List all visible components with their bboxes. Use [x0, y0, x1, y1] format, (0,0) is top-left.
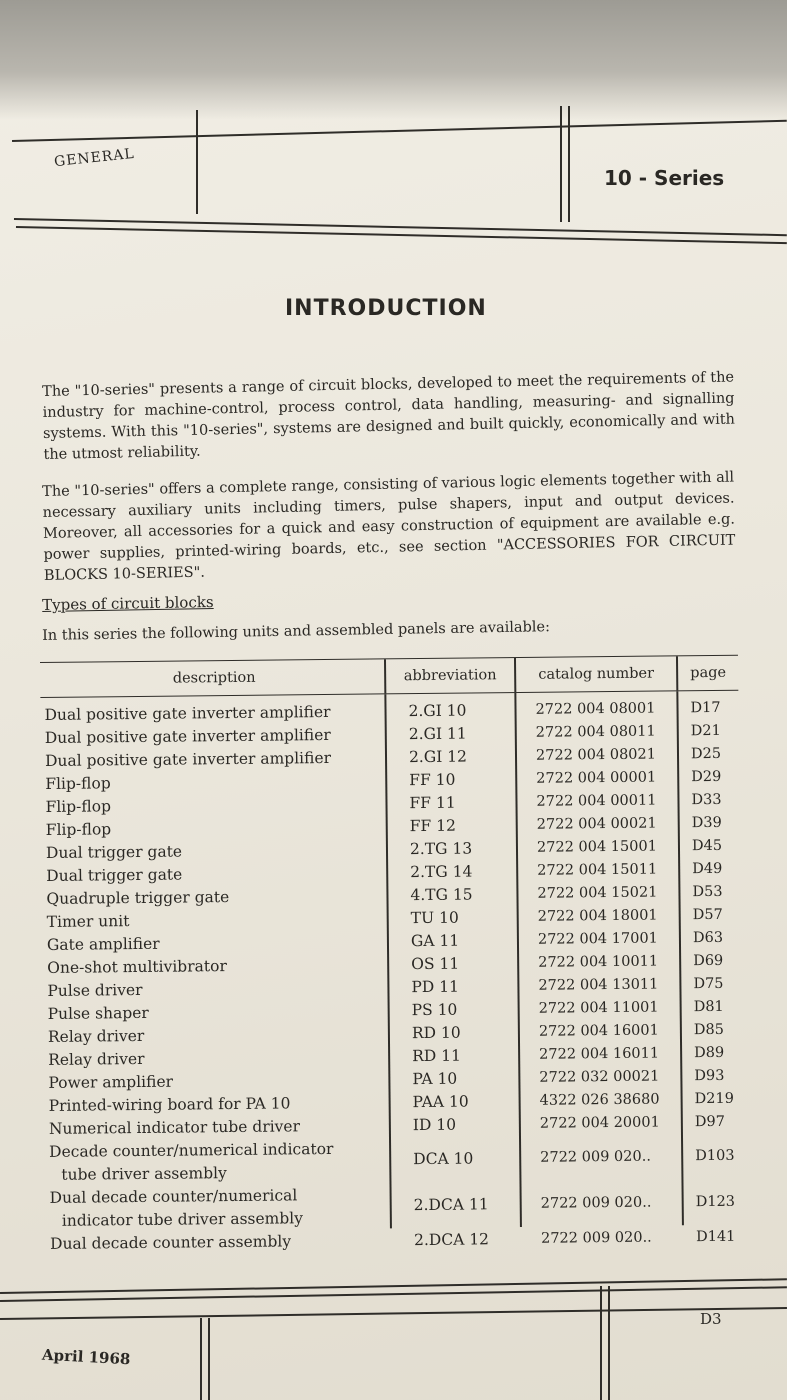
cell-abbreviation: RD 10	[411, 1023, 461, 1043]
header-col-line-1	[384, 659, 386, 693]
table-row	[45, 1180, 743, 1233]
description-text: Decade counter/numerical indicator	[49, 1139, 334, 1161]
intro-paragraph-1: The "10-series" presents a range of circuit blocks, developed to meet the requirements of the industry for machine-control, process control, data handling, measuring- and signalling systems. With this "10-series", systems are designed and built quickly, economically and with the utmost reliability.	[42, 369, 736, 463]
cell-page: D17	[690, 699, 721, 717]
cell-page: D53	[692, 883, 723, 901]
header-description: description	[172, 669, 256, 687]
section-label: GENERAL	[53, 145, 136, 171]
description-text-continued: tube driver assembly	[61, 1164, 227, 1184]
description-text: One-shot multivibrator	[47, 957, 227, 977]
cell-page: D69	[693, 952, 724, 970]
cell-catalog-number: 2722 004 08001	[535, 700, 656, 718]
description-text: Quadruple trigger gate	[46, 888, 230, 908]
cell-page: D21	[690, 722, 721, 740]
cell-page: D219	[694, 1090, 735, 1108]
header-col-line-3	[676, 656, 678, 690]
description-text: Pulse driver	[47, 980, 143, 1000]
header-abbreviation: abbreviation	[403, 667, 497, 685]
cell-abbreviation: OS 11	[411, 954, 460, 974]
description-text: Dual positive gate inverter amplifier	[44, 702, 331, 724]
footer-top-rule	[0, 1278, 787, 1294]
cell-abbreviation: FF 10	[409, 770, 456, 790]
cell-catalog-number: 2722 004 15011	[537, 861, 658, 879]
cell-page: D81	[693, 998, 724, 1016]
cell-catalog-number: 2722 004 17001	[537, 930, 658, 948]
cell-abbreviation: PA 10	[412, 1069, 458, 1089]
cell-page: D29	[691, 768, 722, 786]
cell-abbreviation: FF 11	[409, 793, 456, 813]
header-top-rule	[12, 120, 787, 142]
description-text: Dual positive gate inverter amplifier	[44, 725, 331, 747]
circuit-blocks-table	[40, 655, 744, 1256]
table-body	[40, 691, 744, 1256]
footer-divider-2	[208, 1318, 210, 1400]
header-col-line-2	[514, 658, 516, 692]
description-text: Timer unit	[46, 912, 130, 931]
description-text: Printed-wiring board for PA 10	[48, 1094, 291, 1115]
cell-abbreviation: DCA 10	[413, 1149, 474, 1169]
table-row	[45, 1134, 743, 1187]
description-text: Flip-flop	[45, 774, 111, 793]
footer-divider-1	[200, 1318, 202, 1400]
types-heading: Types of circuit blocks	[42, 593, 214, 614]
description-text-continued: indicator tube driver assembly	[61, 1209, 304, 1230]
page-title: INTRODUCTION	[285, 296, 487, 321]
description-text: Dual positive gate inverter amplifier	[44, 748, 332, 770]
cell-catalog-number: 2722 004 10011	[538, 953, 659, 971]
header-bottom-rule-2	[16, 226, 787, 244]
header-catalog-number: catalog number	[538, 665, 655, 683]
cell-abbreviation: TU 10	[410, 908, 459, 928]
header-divider-3	[568, 106, 570, 222]
cell-catalog-number: 2722 004 13011	[538, 976, 659, 994]
description-text: Relay driver	[48, 1049, 145, 1069]
cell-page: D85	[693, 1021, 725, 1039]
description-text: Gate amplifier	[46, 934, 160, 954]
cell-catalog-number: 2722 032 00021	[539, 1068, 660, 1086]
description-text: Dual decade counter assembly	[50, 1232, 292, 1253]
description-text: Power amplifier	[48, 1072, 174, 1092]
series-label: 10 - Series	[604, 166, 725, 190]
cell-page: D123	[695, 1193, 736, 1211]
cell-catalog-number: 2722 004 15001	[536, 838, 657, 856]
cell-catalog-number: 2722 004 00021	[536, 815, 657, 833]
cell-catalog-number: 2722 004 16001	[538, 1022, 659, 1040]
cell-abbreviation: PAA 10	[412, 1092, 469, 1112]
description-text: Dual trigger gate	[45, 842, 183, 862]
header-page: page	[690, 664, 727, 682]
description-text: Dual trigger gate	[46, 865, 183, 885]
available-text: In this series the following units and assembled panels are available:	[42, 619, 551, 644]
cell-abbreviation: 2.GI 10	[408, 701, 467, 721]
cell-catalog-number: 2722 009 020..	[540, 1148, 652, 1166]
description-text: Pulse shaper	[47, 1003, 149, 1023]
cell-abbreviation: ID 10	[412, 1115, 457, 1135]
publication-date: April 1968	[41, 1345, 131, 1369]
description-text: Dual decade counter/numerical	[49, 1186, 298, 1207]
cell-abbreviation: 4.TG 15	[410, 885, 473, 905]
cell-catalog-number: 2722 004 20001	[539, 1114, 660, 1132]
cell-catalog-number: 2722 004 08021	[535, 746, 657, 764]
cell-page: D89	[694, 1044, 725, 1062]
cell-page: D33	[691, 791, 722, 809]
cell-catalog-number: 2722 004 15021	[537, 884, 658, 902]
cell-catalog-number: 2722 004 08011	[535, 723, 656, 741]
cell-abbreviation: FF 12	[409, 816, 457, 836]
cell-catalog-number: 2722 004 18001	[537, 907, 658, 925]
cell-page: D45	[691, 837, 723, 855]
cell-abbreviation: 2.TG 13	[409, 839, 473, 859]
footer-divider-3	[600, 1286, 602, 1400]
cell-page: D97	[694, 1113, 726, 1131]
header-divider-1	[196, 110, 198, 214]
intro-paragraph-2: The "10-series" offers a complete range, consisting of various logic elements together with all necessary auxiliary units including timers, pulse shapers, input and output devices. Moreover, all accessories for a quick and easy construction of equipment are available e.g. power supplies, printed-wiring boards, etc., see section "ACCESSORIES FOR CIRCUIT BLOCKS 10-SERIES".	[42, 469, 736, 584]
cell-page: D141	[695, 1228, 736, 1246]
page-number: D3	[700, 1310, 722, 1328]
cell-abbreviation: PD 11	[411, 977, 460, 997]
cell-abbreviation: GA 11	[410, 931, 460, 951]
cell-catalog-number: 2722 009 020..	[540, 1194, 652, 1212]
cell-page: D63	[692, 929, 724, 947]
cell-catalog-number: 2722 004 16011	[539, 1045, 660, 1063]
cell-description	[49, 1183, 385, 1233]
footer-mid-rule	[0, 1307, 787, 1320]
cell-catalog-number: 2722 004 11001	[538, 999, 659, 1017]
cell-page: D93	[694, 1067, 725, 1085]
footer-top-rule-2	[0, 1286, 787, 1302]
description-text: Numerical indicator tube driver	[48, 1117, 301, 1138]
cell-abbreviation: 2.DCA 12	[413, 1230, 490, 1250]
cell-abbreviation: 2.GI 11	[408, 724, 467, 744]
cell-page: D57	[692, 906, 723, 924]
description-text: Relay driver	[47, 1026, 145, 1046]
cell-catalog-number: 2722 004 00001	[536, 769, 657, 787]
cell-abbreviation: 2.DCA 11	[413, 1195, 489, 1215]
cell-page: D75	[693, 975, 724, 993]
cell-catalog-number: 2722 009 020..	[540, 1229, 652, 1247]
cell-abbreviation: PS 10	[411, 1000, 458, 1020]
cell-page: D39	[691, 814, 722, 832]
page-shadow	[0, 0, 787, 120]
description-text: Flip-flop	[45, 797, 112, 816]
cell-description	[50, 1229, 386, 1256]
footer-divider-4	[608, 1286, 610, 1400]
cell-page: D25	[690, 745, 722, 763]
cell-description	[49, 1137, 385, 1187]
cell-abbreviation: RD 11	[412, 1046, 461, 1066]
cell-abbreviation: 2.TG 14	[410, 862, 473, 882]
description-text: Flip-flop	[45, 820, 112, 839]
cell-catalog-number: 2722 004 00011	[536, 792, 657, 810]
cell-abbreviation: 2.GI 12	[408, 747, 468, 767]
header-divider-2	[560, 106, 562, 222]
cell-page: D49	[692, 860, 723, 878]
cell-page: D103	[695, 1147, 735, 1165]
cell-catalog-number: 4322 026 38680	[539, 1091, 660, 1109]
